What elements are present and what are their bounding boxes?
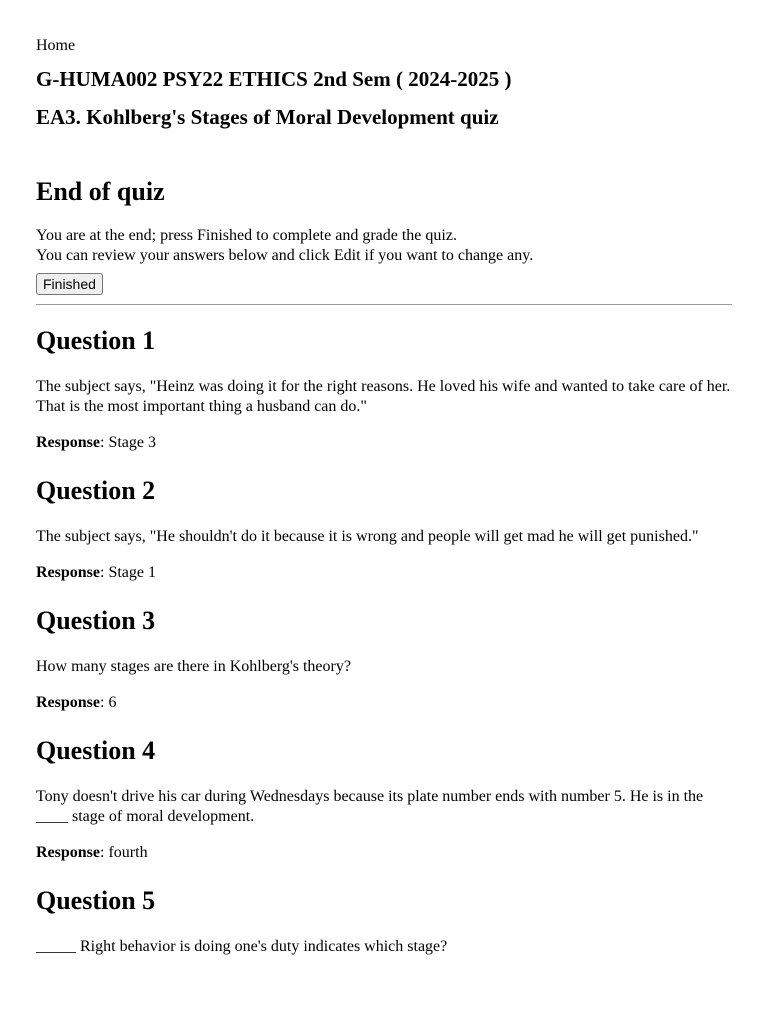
section-divider — [36, 304, 732, 305]
response-label: Response — [36, 434, 101, 451]
course-title: G-HUMA002 PSY22 ETHICS 2nd Sem ( 2024-2025 ) — [36, 67, 512, 91]
response-label: Response — [36, 564, 101, 581]
question-response — [36, 433, 732, 453]
question-heading: Question 3 — [36, 606, 156, 635]
question-block — [36, 475, 732, 583]
quiz-title: EA3. Kohlberg's Stages of Moral Development quiz — [36, 105, 499, 129]
question-heading: Question 5 — [36, 886, 156, 915]
response-value: : fourth — [100, 844, 148, 861]
response-label: Response — [36, 694, 101, 711]
breadcrumb-home-link[interactable]: Home — [36, 37, 76, 54]
response-value: : Stage 1 — [100, 564, 157, 581]
response-value: : 6 — [100, 694, 117, 711]
question-text: The subject says, "Heinz was doing it for the right reasons. He loved his wife and wanted to take care of her. That is the most important thing a husband can do." — [36, 378, 731, 415]
question-text: Tony doesn't drive his car during Wednesdays because its plate number ends with number 5. He is in the ____ stage of moral development. — [36, 788, 704, 825]
question-text: How many stages are there in Kohlberg's theory? — [36, 658, 351, 675]
question-block — [36, 885, 732, 957]
question-text: _____ Right behavior is doing one's duty indicates which stage? — [36, 938, 448, 955]
end-of-quiz-instructions — [36, 226, 732, 266]
end-of-quiz-heading: End of quiz — [36, 177, 165, 206]
response-value: : Stage 3 — [100, 434, 157, 451]
question-text: The subject says, "He shouldn't do it because it is wrong and people will get mad he will get punished." — [36, 528, 699, 545]
question-heading: Question 1 — [36, 326, 156, 355]
question-block — [36, 605, 732, 713]
finished-button[interactable]: Finished — [36, 273, 103, 295]
question-response — [36, 563, 732, 583]
question-response — [36, 843, 732, 863]
instructions-line-1: You are at the end; press Finished to complete and grade the quiz. — [36, 227, 457, 244]
question-heading: Question 2 — [36, 476, 156, 505]
question-response — [36, 693, 732, 713]
question-block — [36, 325, 732, 453]
question-block — [36, 735, 732, 863]
response-label: Response — [36, 844, 101, 861]
question-heading: Question 4 — [36, 736, 156, 765]
instructions-line-2: You can review your answers below and click Edit if you want to change any. — [36, 247, 534, 264]
